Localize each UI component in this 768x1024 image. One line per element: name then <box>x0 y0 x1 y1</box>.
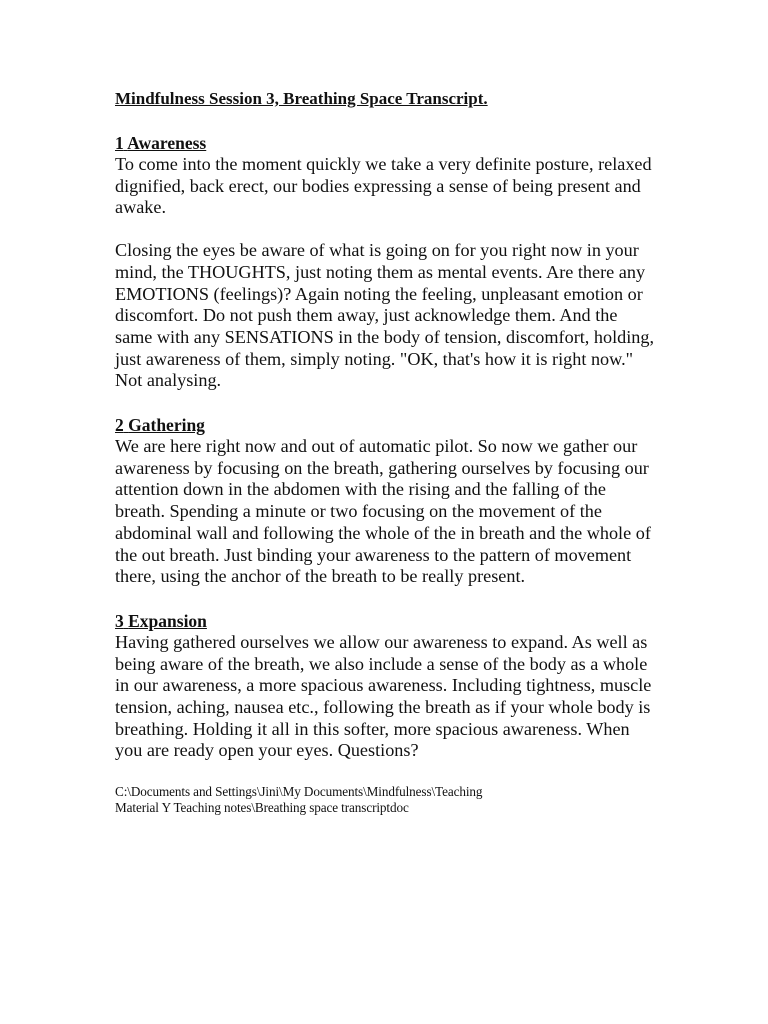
paragraph: To come into the moment quickly we take a very definite posture, relaxed dignified, back erect, our bodies expressing a sense of being present and awake. <box>115 154 652 218</box>
section-heading <box>115 610 655 632</box>
section-heading <box>115 414 655 436</box>
paragraph: Having gathered ourselves we allow our awareness to expand. As well as being aware of the breath, we also include a sense of the body as a whole in our awareness, a more spacious awareness. Including tightness, muscle tension, aching, nausea etc., following the breath as if your whole body is breathing. Holding it all in this softer, more spacious awareness. When you are ready open your eyes. Questions? <box>115 631 652 761</box>
section-number: 1 <box>115 133 124 153</box>
section-title: Expansion <box>128 610 207 631</box>
paragraph: Closing the eyes be aware of what is going on for you right now in your mind, the THOUGHTS, just noting them as mental events. Are there any EMOTIONS (feelings)? Again noting the feeling, unpleasant emotion or discomfort. Do not push them away, just acknowledge them. And the same with any SENSATIONS in the body of tension, discomfort, holding, just awareness of them, simply noting. "OK, that's how it is right now." Not analysing. <box>115 240 655 391</box>
file-path-footer: C:\Documents and Settings\Jini\My Documents\Mindfulness\Teaching Material Y Teaching notes\Breathing space transcriptdoc <box>115 784 483 816</box>
section-title: Gathering <box>128 415 205 436</box>
section-awareness <box>115 132 655 392</box>
section-gathering <box>115 414 655 588</box>
section-title: Awareness <box>127 133 207 153</box>
section-expansion <box>115 610 655 762</box>
section-heading <box>115 132 655 154</box>
section-number: 2 <box>115 415 124 436</box>
paragraph: We are here right now and out of automatic pilot. So now we gather our awareness by focusing on the breath, gathering ourselves by focusing our attention down in the abdomen with the rising and the falling of the breath. Spending a minute or two focusing on the movement of the abdominal wall and following the whole of the in breath and the whole of the out breath. Just binding your awareness to the pattern of movement there, using the anchor of the breath to be really present. <box>115 436 651 587</box>
document-page <box>115 88 655 816</box>
section-number: 3 <box>115 610 124 631</box>
document-title: Mindfulness Session 3, Breathing Space Transcript. <box>115 89 488 108</box>
